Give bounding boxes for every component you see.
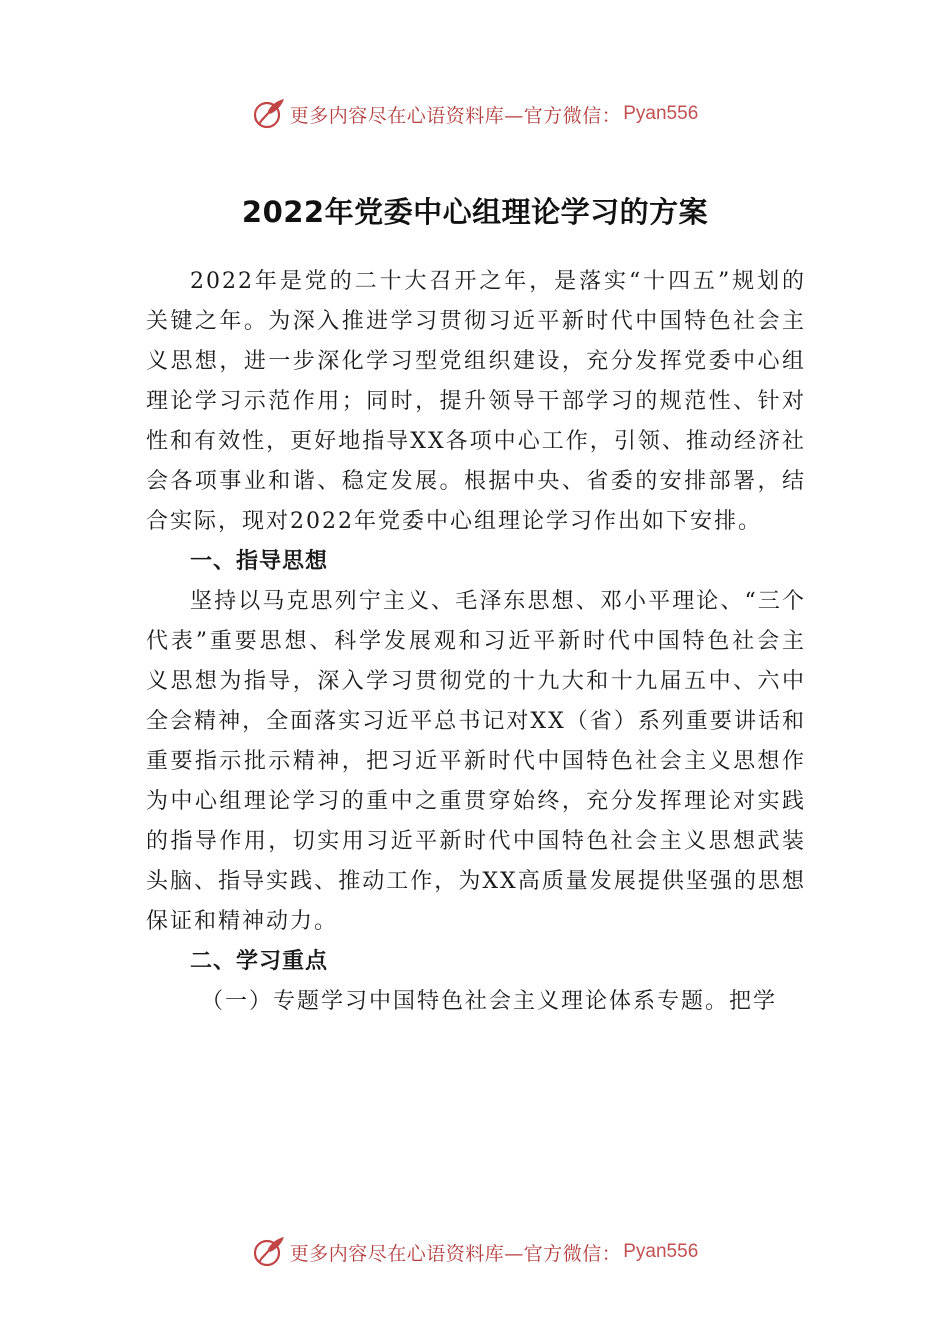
watermark-text: 更多内容尽在心语资料库—官方微信： <box>289 104 622 127</box>
section-heading-study-focus: 二、学习重点 <box>190 949 329 974</box>
document-body <box>146 262 806 1022</box>
watermark-wechat-id: Pyan556 <box>623 103 699 124</box>
study-focus-item-1: （一）专题学习中国特色社会主义理论体系专题。把学 <box>201 989 778 1014</box>
section-heading-guiding-ideology: 一、指导思想 <box>190 549 329 574</box>
intro-paragraph: 2022年是党的二十大召开之年，是落实“十四五”规划的关键之年。为深入推进学习贯彻习近平新时代中国特色社会主义思想，进一步深化学习型党组织建设，充分发挥党委中心组理论学习示范作用；同时，提升领导干部学习的规范性、针对性和有效性，更好地指导XX各项中心工作，引领、推动经济社会各项事业和谐、稳定发展。根据中央、省委的安排部署，结合实际，现对2022年党委中心组理论学习作出如下安排。 <box>146 269 806 534</box>
footer-watermark <box>0 1232 950 1272</box>
document-title: 2022年党委中心组理论学习的方案 <box>241 195 709 229</box>
watermark-wechat-id: Pyan556 <box>623 1241 699 1262</box>
guiding-ideology-paragraph: 坚持以马克思列宁主义、毛泽东思想、邓小平理论、“三个代表”重要思想、科学发展观和习近平新时代中国特色社会主义思想为指导，深入学习贯彻党的十九大和十九届五中、六中全会精神，全面落实习近平总书记对XX（省）系列重要讲话和重要指示批示精神，把习近平新时代中国特色社会主义思想作为中心组理论学习的重中之重贯穿始终，充分发挥理论对实践的指导作用，切实用习近平新时代中国特色社会主义思想武装头脑、指导实践、推动工作，为XX高质量发展提供坚强的思想保证和精神动力。 <box>146 589 806 934</box>
header-watermark <box>0 94 950 134</box>
watermark-text: 更多内容尽在心语资料库—官方微信： <box>289 1242 622 1265</box>
feather-pen-logo-icon <box>252 1235 286 1269</box>
feather-pen-logo-icon <box>252 97 286 131</box>
